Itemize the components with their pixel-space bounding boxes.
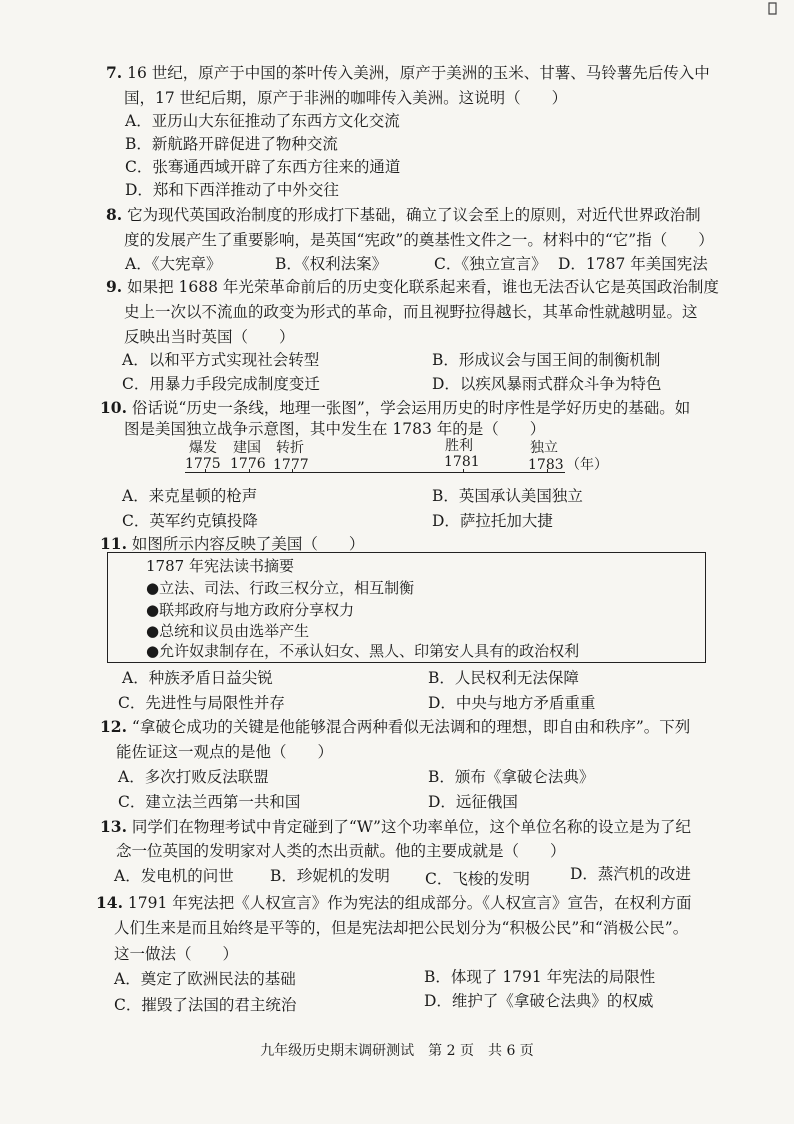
timeline-label: 建国 [233, 440, 261, 456]
question-10-line-1 [100, 397, 690, 419]
option-b: B．人民权利无法保障 [428, 669, 579, 687]
option-a: A．亚历山大东征推动了东西方文化交流 [125, 112, 400, 130]
question-14-line-3: 这一做法（ ） [114, 945, 239, 963]
option-d: D．郑和下西洋推动了中外交往 [125, 181, 339, 199]
timeline-label: 独立 [530, 440, 558, 456]
question-number: 9. [106, 277, 123, 296]
option-b: B．珍妮机的发明 [270, 867, 390, 885]
option-b: B．《权利法案》 [275, 255, 388, 273]
question-12-line-1 [100, 716, 690, 738]
option-d: D．远征俄国 [428, 793, 518, 811]
question-text: 如果把 1688 年光荣革命前后的历史变化联系起来看，谁也无法否认它是英国政治制度 [127, 278, 719, 296]
question-14-line-2: 人们生来是而且始终是平等的，但是宪法却把公民划分为“积极公民”和“消极公民”。 [114, 919, 689, 937]
option-d: D．维护了《拿破仑法典》的权威 [424, 992, 654, 1010]
timeline-axis [185, 472, 565, 473]
box-item: ●立法、司法、行政三权分立，相互制衡 [146, 579, 415, 597]
option-b: B．英国承认美国独立 [432, 487, 583, 505]
option-c: C．张骞通西域开辟了东西方往来的通道 [125, 158, 401, 176]
constitution-summary-box [107, 552, 706, 663]
option-c: C．飞梭的发明 [425, 870, 530, 888]
option-c: C．摧毁了法国的君主统治 [114, 996, 297, 1014]
option-d: D．以疾风暴雨式群众斗争为特色 [432, 375, 662, 393]
option-c: C．《独立宣言》 [434, 255, 547, 273]
question-10-line-2: 图是美国独立战争示意图，其中发生在 1783 年的是（ ） [124, 420, 546, 438]
corner-mark [768, 2, 778, 16]
timeline-label: 转折 [276, 440, 304, 456]
question-text: 它为现代英国政治制度的形成打下基础，确立了议会至上的原则，对近代世界政治制 [127, 206, 701, 224]
option-d: D．1787 年美国宪法 [558, 255, 708, 273]
question-number: 10. [100, 398, 127, 417]
page-footer: 九年级历史期末调研测试 第 2 页 共 6 页 [260, 1043, 534, 1059]
question-7-line-1 [106, 62, 710, 84]
option-a: A．发电机的问世 [114, 867, 234, 885]
option-b: B．形成议会与国王间的制衡机制 [432, 351, 661, 369]
question-number: 11. [100, 534, 127, 553]
option-a: A．种族矛盾日益尖锐 [122, 669, 273, 687]
option-c: C．用暴力手段完成制度变迁 [122, 375, 320, 393]
question-number: 7. [106, 63, 123, 82]
question-13-line-2: 念一位英国的发明家对人类的杰出贡献。他的主要成就是（ ） [116, 842, 566, 860]
timeline-label: 爆发 [189, 440, 217, 456]
question-8-line-2: 度的发展产生了重要影响，是英国“宪政”的奠基性文件之一。材料中的“它”指（ ） [124, 231, 714, 249]
timeline-tick [205, 469, 206, 473]
option-d: D．萨拉托加大捷 [432, 512, 553, 530]
timeline-tick [547, 469, 548, 473]
option-a: A．以和平方式实现社会转型 [122, 351, 320, 369]
question-7-line-2: 国，17 世纪后期，原产于非洲的咖啡传入美洲。这说明（ ） [124, 89, 568, 107]
question-text: 16 世纪，原产于中国的茶叶传入美洲，原产于美洲的玉米、甘薯、马铃薯先后传入中 [127, 64, 710, 82]
box-item: ●允许奴隶制存在，不承认妇女、黑人、印第安人具有的政治权利 [146, 642, 580, 660]
question-9-line-2: 史上一次以不流血的政变为形式的革命，而且视野拉得越长，其革命性就越明显。这 [124, 303, 698, 321]
question-text: 如图所示内容反映了美国（ ） [131, 535, 365, 553]
question-number: 12. [100, 717, 127, 736]
timeline-label: 胜利 [445, 438, 473, 454]
option-d: D．蒸汽机的改进 [570, 865, 691, 883]
option-b: B．颁布《拿破仑法典》 [428, 768, 595, 786]
timeline-year: 1777 [273, 457, 309, 473]
question-14-line-1 [96, 892, 692, 914]
option-a: A．来克星顿的枪声 [122, 487, 258, 505]
option-b: B．新航路开辟促进了物种交流 [125, 135, 338, 153]
option-d: D．中央与地方矛盾重重 [428, 694, 596, 712]
box-item: ●总统和议员由选举产生 [146, 622, 310, 640]
question-number: 8. [106, 205, 123, 224]
timeline-unit: （年） [566, 457, 608, 473]
timeline-tick [463, 469, 464, 473]
question-number: 13. [100, 817, 127, 836]
timeline-year: 1775 [185, 456, 221, 472]
question-text: “拿破仑成功的关键是他能够混合两种看似无法调和的理想，即自由和秩序”。下列 [131, 718, 691, 736]
question-13-line-1 [100, 816, 691, 838]
timeline-year: 1783 [528, 457, 564, 473]
box-item: ●联邦政府与地方政府分享权力 [146, 601, 355, 619]
box-title: 1787 年宪法读书摘要 [146, 557, 294, 575]
timeline-year: 1776 [230, 456, 266, 472]
option-c: C．英军约克镇投降 [122, 512, 258, 530]
question-12-line-2: 能佐证这一观点的是他（ ） [116, 743, 334, 761]
question-number: 14. [96, 893, 123, 912]
question-9-line-3: 反映出当时英国（ ） [124, 328, 295, 346]
option-c: C．建立法兰西第一共和国 [118, 793, 301, 811]
option-c: C．先进性与局限性并存 [118, 694, 285, 712]
timeline-year: 1781 [444, 454, 480, 470]
question-text: 同学们在物理考试中肯定碰到了“W”这个功率单位，这个单位名称的设立是为了纪 [131, 818, 691, 836]
question-text: 1791 年宪法把《人权宣言》作为宪法的组成部分。《人权宣言》宣告，在权利方面 [127, 894, 692, 912]
option-b: B．体现了 1791 年宪法的局限性 [424, 968, 656, 986]
option-a: A．多次打败反法联盟 [118, 768, 269, 786]
question-8-line-1 [106, 204, 701, 226]
question-9-line-1 [106, 276, 719, 298]
option-a: A．《大宪章》 [125, 255, 222, 273]
timeline-tick [292, 469, 293, 473]
option-a: A．奠定了欧洲民法的基础 [114, 970, 296, 988]
question-text: 俗话说“历史一条线，地理一张图”，学会运用历史的时序性是学好历史的基础。如 [131, 399, 691, 417]
timeline-tick [249, 469, 250, 473]
